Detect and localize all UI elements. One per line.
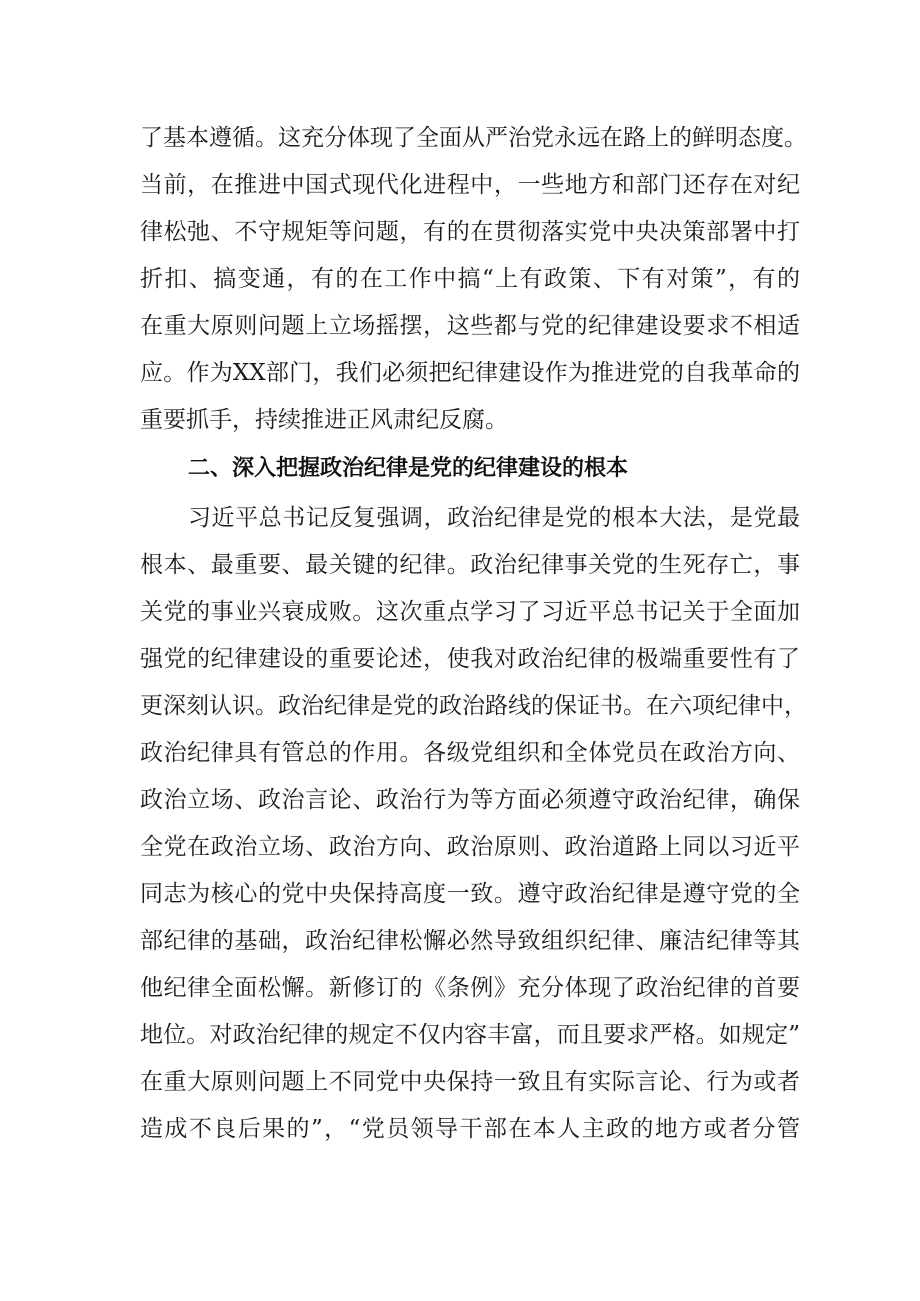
paragraph-2-line: 地位。对政治纪律的规定不仅内容丰富，而且要求严格。如规定” — [140, 1022, 800, 1048]
paragraph-2-line: 在重大原则问题上不同党中央保持一致且有实际言论、行为或者 — [140, 1069, 800, 1095]
paragraph-2-line: 同志为核心的党中央保持高度一致。遵守政治纪律是遵守党的全 — [140, 881, 800, 907]
paragraph-2-line: 造成不良后果的”，“党员领导干部在本人主政的地方或者分管 — [140, 1116, 800, 1142]
paragraph-1-line: 重要抓手，持续推进正风肃纪反腐。 — [140, 407, 508, 433]
paragraph-2-line: 关党的事业兴衰成败。这次重点学习了习近平总书记关于全面加 — [140, 599, 800, 625]
paragraph-2-line: 他纪律全面松懈。新修订的《条例》充分体现了政治纪律的首要 — [140, 975, 800, 1001]
paragraph-2-line: 根本、最重要、最关键的纪律。政治纪律事关党的生死存亡，事 — [140, 552, 800, 578]
paragraph-1-line: 应。作为XX部门，我们必须把纪律建设作为推进党的自我革命的 — [140, 360, 800, 386]
paragraph-2-line: 政治立场、政治言论、政治行为等方面必须遵守政治纪律，确保 — [140, 787, 800, 813]
paragraph-2-line: 习近平总书记反复强调，政治纪律是党的根本大法，是党最 — [188, 505, 800, 531]
paragraph-2-line: 政治纪律具有管总的作用。各级党组织和全体党员在政治方向、 — [140, 740, 800, 766]
paragraph-2-line: 更深刻认识。政治纪律是党的政治路线的保证书。在六项纪律中， — [140, 693, 807, 719]
paragraph-2-line: 强党的纪律建设的重要论述，使我对政治纪律的极端重要性有了 — [140, 646, 800, 672]
paragraph-1-line: 了基本遵循。这充分体现了全面从严治党永远在路上的鲜明态度。 — [140, 125, 807, 151]
paragraph-1-line: 当前，在推进中国式现代化进程中，一些地方和部门还存在对纪 — [140, 172, 800, 198]
section-heading: 二、深入把握政治纪律是党的纪律建设的根本 — [188, 456, 629, 481]
paragraph-2-line: 全党在政治立场、政治方向、政治原则、政治道路上同以习近平 — [140, 834, 800, 860]
paragraph-1-line: 律松弛、不守规矩等问题，有的在贯彻落实党中央决策部署中打 — [140, 219, 800, 245]
paragraph-2-line: 部纪律的基础，政治纪律松懈必然导致组织纪律、廉洁纪律等其 — [140, 928, 800, 954]
paragraph-1-line: 在重大原则问题上立场摇摆，这些都与党的纪律建设要求不相适 — [140, 313, 800, 339]
paragraph-1-line: 折扣、搞变通，有的在工作中搞“上有政策、下有对策”，有的 — [140, 266, 800, 292]
